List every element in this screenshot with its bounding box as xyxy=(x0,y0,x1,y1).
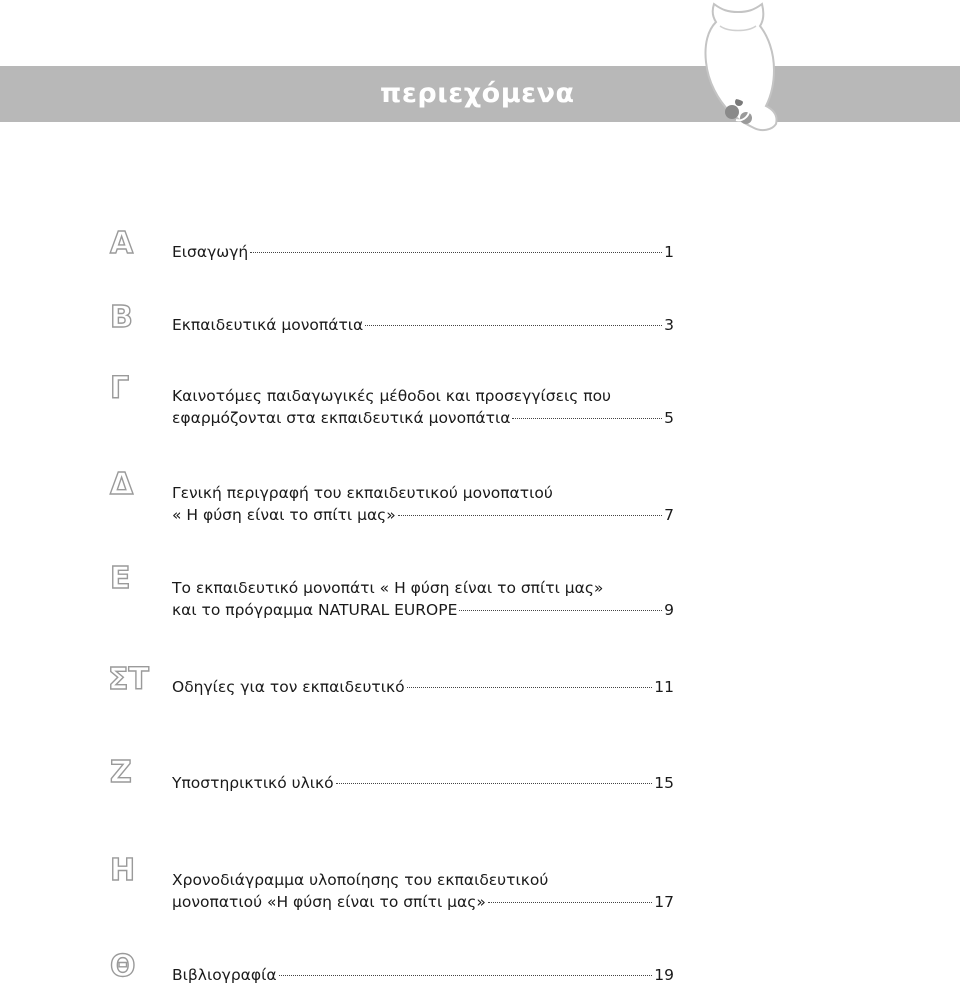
toc-title: Βιβλιογραφία xyxy=(172,966,277,984)
toc-line[interactable] xyxy=(172,407,674,429)
toc-title: Υποστηρικτικό υλικό xyxy=(172,774,334,792)
toc-title: Οδηγίες για τον εκπαιδευτικό xyxy=(172,678,405,696)
page-number: 15 xyxy=(654,774,674,792)
toc-line[interactable] xyxy=(172,504,674,526)
toc-text xyxy=(172,314,674,336)
toc-title: και το πρόγραμμα NATURAL EUROPE xyxy=(172,601,458,619)
page-number: 3 xyxy=(664,316,674,334)
toc-line[interactable] xyxy=(172,772,674,794)
page-number: 11 xyxy=(654,678,674,696)
section-letter: Ε xyxy=(110,561,131,596)
section-letter: ΣΤ xyxy=(108,662,149,697)
section-letter: Γ xyxy=(110,371,130,406)
section-letter: Η xyxy=(110,853,136,888)
page-number: 7 xyxy=(664,506,674,524)
toc-title-first-line: Καινοτόμες παιδαγωγικές μέθοδοι και προσεγγίσεις που xyxy=(172,387,612,405)
section-letter: Δ xyxy=(110,467,134,502)
toc-title: Εκπαιδευτικά μονοπάτια xyxy=(172,316,364,334)
toc-line[interactable] xyxy=(172,314,674,336)
section-letter: Β xyxy=(110,300,133,335)
page-title: περιεχόμενα xyxy=(380,78,575,109)
dot-leader xyxy=(398,515,662,516)
dot-leader xyxy=(336,783,653,784)
toc-text xyxy=(172,385,674,429)
page-number: 9 xyxy=(664,601,674,619)
toc-line[interactable] xyxy=(172,599,674,621)
page-number: 1 xyxy=(664,243,674,261)
toc-line[interactable] xyxy=(172,241,674,263)
toc-line[interactable] xyxy=(172,676,674,698)
dot-leader xyxy=(407,687,653,688)
toc-title: μονοπατιού «Η φύση είναι το σπίτι μας» xyxy=(172,893,486,911)
dot-leader xyxy=(512,418,662,419)
dot-leader xyxy=(279,975,653,976)
toc-text xyxy=(172,869,674,913)
toc-title: « Η φύση είναι το σπίτι μας» xyxy=(172,506,396,524)
toc-title: Εισαγωγή xyxy=(172,243,249,261)
toc-text xyxy=(172,772,674,794)
toc-title-first-line: Χρονοδιάγραμμα υλοποίησης του εκπαιδευτικού xyxy=(172,871,549,889)
page-number: 17 xyxy=(654,893,674,911)
toc-title-first-line: Γενική περιγραφή του εκπαιδευτικού μονοπατιού xyxy=(172,484,553,502)
section-letter: Α xyxy=(110,226,134,261)
toc-text xyxy=(172,964,674,986)
toc-line[interactable] xyxy=(172,964,674,986)
dot-leader xyxy=(365,325,662,326)
toc-text xyxy=(172,482,674,526)
dot-leader xyxy=(459,610,662,611)
page-number: 5 xyxy=(664,409,674,427)
toc-text xyxy=(172,676,674,698)
section-letter: Ζ xyxy=(110,755,132,790)
toc-title: εφαρμόζονται στα εκπαιδευτικά μονοπάτια xyxy=(172,409,511,427)
dot-leader xyxy=(488,902,652,903)
toc-text xyxy=(172,577,674,621)
page-number: 19 xyxy=(654,966,674,984)
toc-line[interactable] xyxy=(172,891,674,913)
owl-icon xyxy=(692,0,812,136)
toc-text xyxy=(172,241,674,263)
section-letter: Θ xyxy=(110,949,136,984)
toc-title-first-line: Το εκπαιδευτικό μονοπάτι « Η φύση είναι το σπίτι μας» xyxy=(172,579,604,597)
dot-leader xyxy=(250,252,662,253)
